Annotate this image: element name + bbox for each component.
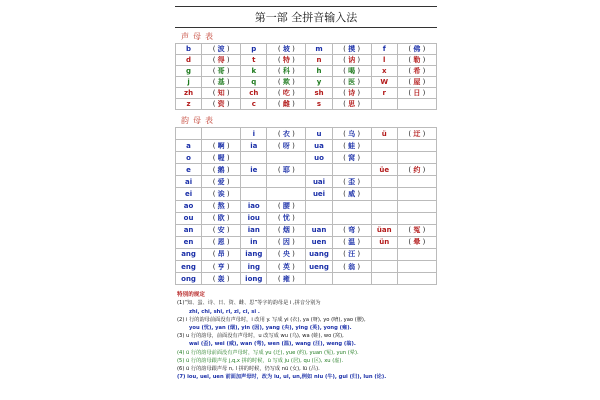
final-row — [176, 273, 437, 285]
rule-3-line-1: (3) u 行的韵母，前面没有声母时，u 改写成 wu (乌), wa (蛙), wo (窝), — [177, 333, 344, 340]
final-pinyin-cell: iong — [241, 273, 267, 285]
initial-char-cell: ( 哥 ) — [202, 66, 241, 77]
final-char-cell: ( 雍 ) — [267, 273, 306, 285]
final-pinyin-cell: üe — [371, 164, 397, 176]
final-row — [176, 200, 437, 212]
initial-pinyin-cell: q — [241, 77, 267, 88]
initial-pinyin-cell: j — [176, 77, 202, 88]
final-row — [176, 224, 437, 236]
final-pinyin-cell: üan — [371, 224, 397, 236]
final-row — [176, 152, 437, 164]
initial-pinyin-cell: n — [306, 55, 332, 66]
initial-pinyin-cell: d — [176, 55, 202, 66]
initial-char-cell: ( 喝 ) — [332, 66, 371, 77]
final-char-cell — [267, 188, 306, 200]
final-char-cell: ( 窝 ) — [332, 152, 371, 164]
rule-3-line-2: wai (歪), wei (威), wan (弯), wen (温), wang (汪), weng (翁). — [189, 341, 356, 348]
final-char-cell — [332, 212, 371, 224]
initial-char-cell: ( 知 ) — [202, 88, 241, 99]
final-char-cell — [397, 152, 436, 164]
final-pinyin-cell — [371, 248, 397, 260]
initial-pinyin-cell: z — [176, 99, 202, 110]
initial-pinyin-cell: ch — [241, 88, 267, 99]
rule-2-line-2: you (忧), yan (烟), yin (因), yang (央), ying (英), yong (雍). — [189, 325, 352, 332]
final-pinyin-cell — [371, 176, 397, 188]
initial-char-cell: ( 摸 ) — [332, 44, 371, 55]
final-pinyin-cell — [306, 164, 332, 176]
initial-pinyin-cell: p — [241, 44, 267, 55]
final-pinyin-cell — [371, 152, 397, 164]
final-pinyin-cell — [306, 200, 332, 212]
final-row — [176, 261, 437, 273]
final-char-cell: ( 衣 ) — [267, 128, 306, 140]
final-pinyin-cell — [371, 273, 397, 285]
final-char-cell — [397, 200, 436, 212]
final-char-cell: ( 晕 ) — [397, 236, 436, 248]
initial-char-cell: ( 坡 ) — [267, 44, 306, 55]
final-char-cell: ( 迂 ) — [397, 128, 436, 140]
final-pinyin-cell — [241, 152, 267, 164]
initial-pinyin-cell — [371, 99, 397, 110]
initial-char-cell: ( 雌 ) — [267, 99, 306, 110]
final-pinyin-cell: iang — [241, 248, 267, 260]
final-pinyin-cell: ie — [241, 164, 267, 176]
initial-pinyin-cell: c — [241, 99, 267, 110]
initial-pinyin-cell: b — [176, 44, 202, 55]
finals-table — [175, 127, 437, 285]
document-page — [175, 6, 437, 381]
final-pinyin-cell: an — [176, 224, 202, 236]
rule-1-line-2: zhi, chi, shi, ri, zi, ci, si . — [189, 308, 260, 315]
final-pinyin-cell: o — [176, 152, 202, 164]
final-char-cell: ( 央 ) — [267, 248, 306, 260]
final-char-cell — [397, 273, 436, 285]
final-pinyin-cell: ün — [371, 236, 397, 248]
final-pinyin-cell: in — [241, 236, 267, 248]
final-char-cell: ( 鹅 ) — [202, 164, 241, 176]
final-pinyin-cell: ing — [241, 261, 267, 273]
initial-row — [176, 99, 437, 110]
final-row — [176, 236, 437, 248]
final-row — [176, 188, 437, 200]
initial-char-cell: ( 思 ) — [332, 99, 371, 110]
final-char-cell: ( 欧 ) — [202, 212, 241, 224]
initial-char-cell: ( 诗 ) — [332, 88, 371, 99]
initial-pinyin-cell: y — [306, 77, 332, 88]
final-char-cell: ( 啊 ) — [202, 140, 241, 152]
rule-7: (7) iou, uei, uen 前面加声母时，改为 iu, ui, un,例如 niu (牛), gui (归), lun (论). — [177, 374, 387, 381]
final-pinyin-cell: e — [176, 164, 202, 176]
final-pinyin-cell: uen — [306, 236, 332, 248]
final-row — [176, 212, 437, 224]
initial-char-cell: ( 讷 ) — [332, 55, 371, 66]
initial-char-cell: ( 资 ) — [202, 99, 241, 110]
final-pinyin-cell — [371, 188, 397, 200]
initial-char-cell: ( 波 ) — [202, 44, 241, 55]
finals-heading: 韵母表 — [181, 116, 217, 125]
initial-char-cell: ( 基 ) — [202, 77, 241, 88]
initial-char-cell: ( 得 ) — [202, 55, 241, 66]
final-char-cell — [202, 128, 241, 140]
initial-char-cell: ( 医 ) — [332, 77, 371, 88]
initial-char-cell: ( 勒 ) — [397, 55, 436, 66]
final-char-cell: ( 爱 ) — [202, 176, 241, 188]
initial-char-cell: ( 科 ) — [267, 66, 306, 77]
initial-row — [176, 44, 437, 55]
final-pinyin-cell — [371, 261, 397, 273]
final-char-cell: ( 乌 ) — [332, 128, 371, 140]
final-pinyin-cell — [241, 188, 267, 200]
initials-heading: 声母表 — [181, 32, 217, 41]
rule-1-line-1: (1)“知、蚩、诗、日、资、雌、思”等字的韵母是 i ,拼音分别为 — [177, 300, 321, 307]
final-char-cell: ( 冤 ) — [397, 224, 436, 236]
final-char-cell: ( 翁 ) — [332, 261, 371, 273]
final-char-cell — [267, 176, 306, 188]
final-pinyin-cell: ao — [176, 200, 202, 212]
initial-pinyin-cell: m — [306, 44, 332, 55]
final-row — [176, 164, 437, 176]
final-row — [176, 128, 437, 140]
rule-4: (4) ü 行的韵母前面没有声母时，写成 yu (迂), yue (约), yuan (冤), yun (晕). — [177, 349, 359, 356]
final-char-cell: ( 威 ) — [332, 188, 371, 200]
final-char-cell: ( 歪 ) — [332, 176, 371, 188]
final-char-cell — [397, 176, 436, 188]
initial-pinyin-cell: x — [371, 66, 397, 77]
final-pinyin-cell: ia — [241, 140, 267, 152]
final-pinyin-cell — [306, 212, 332, 224]
final-char-cell: ( 腰 ) — [267, 200, 306, 212]
final-pinyin-cell: iao — [241, 200, 267, 212]
final-char-cell: ( 蛙 ) — [332, 140, 371, 152]
final-pinyin-cell: ong — [176, 273, 202, 285]
final-char-cell — [397, 248, 436, 260]
final-pinyin-cell: uei — [306, 188, 332, 200]
initial-pinyin-cell: zh — [176, 88, 202, 99]
final-pinyin-cell — [371, 140, 397, 152]
final-char-cell: ( 温 ) — [332, 236, 371, 248]
final-char-cell: ( 汪 ) — [332, 248, 371, 260]
special-rules — [175, 291, 437, 381]
final-pinyin-cell: i — [241, 128, 267, 140]
final-pinyin-cell: ang — [176, 248, 202, 260]
final-pinyin-cell: iou — [241, 212, 267, 224]
final-char-cell: ( 轰 ) — [202, 273, 241, 285]
final-char-cell — [397, 212, 436, 224]
initial-pinyin-cell: f — [371, 44, 397, 55]
final-row — [176, 176, 437, 188]
initial-row — [176, 55, 437, 66]
final-pinyin-cell: uang — [306, 248, 332, 260]
final-row — [176, 140, 437, 152]
final-pinyin-cell: u — [306, 128, 332, 140]
page-title: 第一部 全拼音输入法 — [254, 11, 358, 24]
final-pinyin-cell: uan — [306, 224, 332, 236]
initial-pinyin-cell: k — [241, 66, 267, 77]
final-pinyin-cell: ou — [176, 212, 202, 224]
title-top-rule — [175, 6, 437, 7]
final-pinyin-cell: uo — [306, 152, 332, 164]
final-pinyin-cell: ua — [306, 140, 332, 152]
final-pinyin-cell — [306, 273, 332, 285]
final-row — [176, 248, 437, 260]
initial-pinyin-cell: g — [176, 66, 202, 77]
initial-row — [176, 66, 437, 77]
final-char-cell: ( 因 ) — [267, 236, 306, 248]
final-pinyin-cell — [371, 212, 397, 224]
final-char-cell: ( 耶 ) — [267, 164, 306, 176]
final-char-cell — [397, 188, 436, 200]
final-pinyin-cell — [241, 176, 267, 188]
final-char-cell: ( 喔 ) — [202, 152, 241, 164]
initial-pinyin-cell: t — [241, 55, 267, 66]
initial-char-cell: ( 日 ) — [397, 88, 436, 99]
initial-char-cell: ( 特 ) — [267, 55, 306, 66]
final-char-cell: ( 亨 ) — [202, 261, 241, 273]
final-char-cell: ( 英 ) — [267, 261, 306, 273]
initial-pinyin-cell: W — [371, 77, 397, 88]
initial-char-cell: ( 屋 ) — [397, 77, 436, 88]
special-rules-heading: 特别的规定 — [177, 292, 205, 299]
final-pinyin-cell: ei — [176, 188, 202, 200]
final-pinyin-cell: ueng — [306, 261, 332, 273]
final-char-cell: ( 呀 ) — [267, 140, 306, 152]
final-char-cell: ( 忧 ) — [267, 212, 306, 224]
final-char-cell: ( 弯 ) — [332, 224, 371, 236]
rule-2-line-1: (2) i 行的韵母前面没有声母时，i 改用 y. 写成 yi (衣), ya (呀), yo (唷), yao (腰), — [177, 316, 366, 323]
final-char-cell: ( 烟 ) — [267, 224, 306, 236]
final-pinyin-cell: eng — [176, 261, 202, 273]
initial-char-cell: ( 欺 ) — [267, 77, 306, 88]
final-pinyin-cell: a — [176, 140, 202, 152]
initial-char-cell — [397, 99, 436, 110]
final-char-cell: ( 安 ) — [202, 224, 241, 236]
final-pinyin-cell: en — [176, 236, 202, 248]
final-pinyin-cell: ü — [371, 128, 397, 140]
initial-pinyin-cell: h — [306, 66, 332, 77]
initial-char-cell: ( 佛 ) — [397, 44, 436, 55]
final-char-cell — [332, 164, 371, 176]
final-char-cell — [397, 261, 436, 273]
final-char-cell — [332, 273, 371, 285]
final-char-cell: ( 昂 ) — [202, 248, 241, 260]
final-pinyin-cell — [176, 128, 202, 140]
final-pinyin-cell: ai — [176, 176, 202, 188]
title-bottom-rule — [175, 27, 437, 28]
final-char-cell — [397, 140, 436, 152]
final-char-cell: ( 熬 ) — [202, 200, 241, 212]
final-pinyin-cell: uai — [306, 176, 332, 188]
final-pinyin-cell — [371, 200, 397, 212]
initial-char-cell: ( 吃 ) — [267, 88, 306, 99]
final-char-cell — [267, 152, 306, 164]
initial-pinyin-cell: r — [371, 88, 397, 99]
final-char-cell: ( 诶 ) — [202, 188, 241, 200]
final-char-cell: ( 恩 ) — [202, 236, 241, 248]
final-char-cell — [332, 200, 371, 212]
initials-table — [175, 43, 437, 110]
initial-pinyin-cell: s — [306, 99, 332, 110]
final-pinyin-cell: ian — [241, 224, 267, 236]
rule-5: (5) ü 行的韵母跟声母 j,q,x 拼的时候，ü 写成 ju (居), qu (区), xu (虚). — [177, 357, 344, 364]
rule-6: (6) ü 行的韵母跟声母 n, l 拼的时候，仍写成 nü (女), lü (吕). — [177, 366, 320, 373]
initial-pinyin-cell: sh — [306, 88, 332, 99]
initial-row — [176, 88, 437, 99]
initial-row — [176, 77, 437, 88]
initial-pinyin-cell: l — [371, 55, 397, 66]
final-char-cell: ( 约 ) — [397, 164, 436, 176]
initial-char-cell: ( 希 ) — [397, 66, 436, 77]
